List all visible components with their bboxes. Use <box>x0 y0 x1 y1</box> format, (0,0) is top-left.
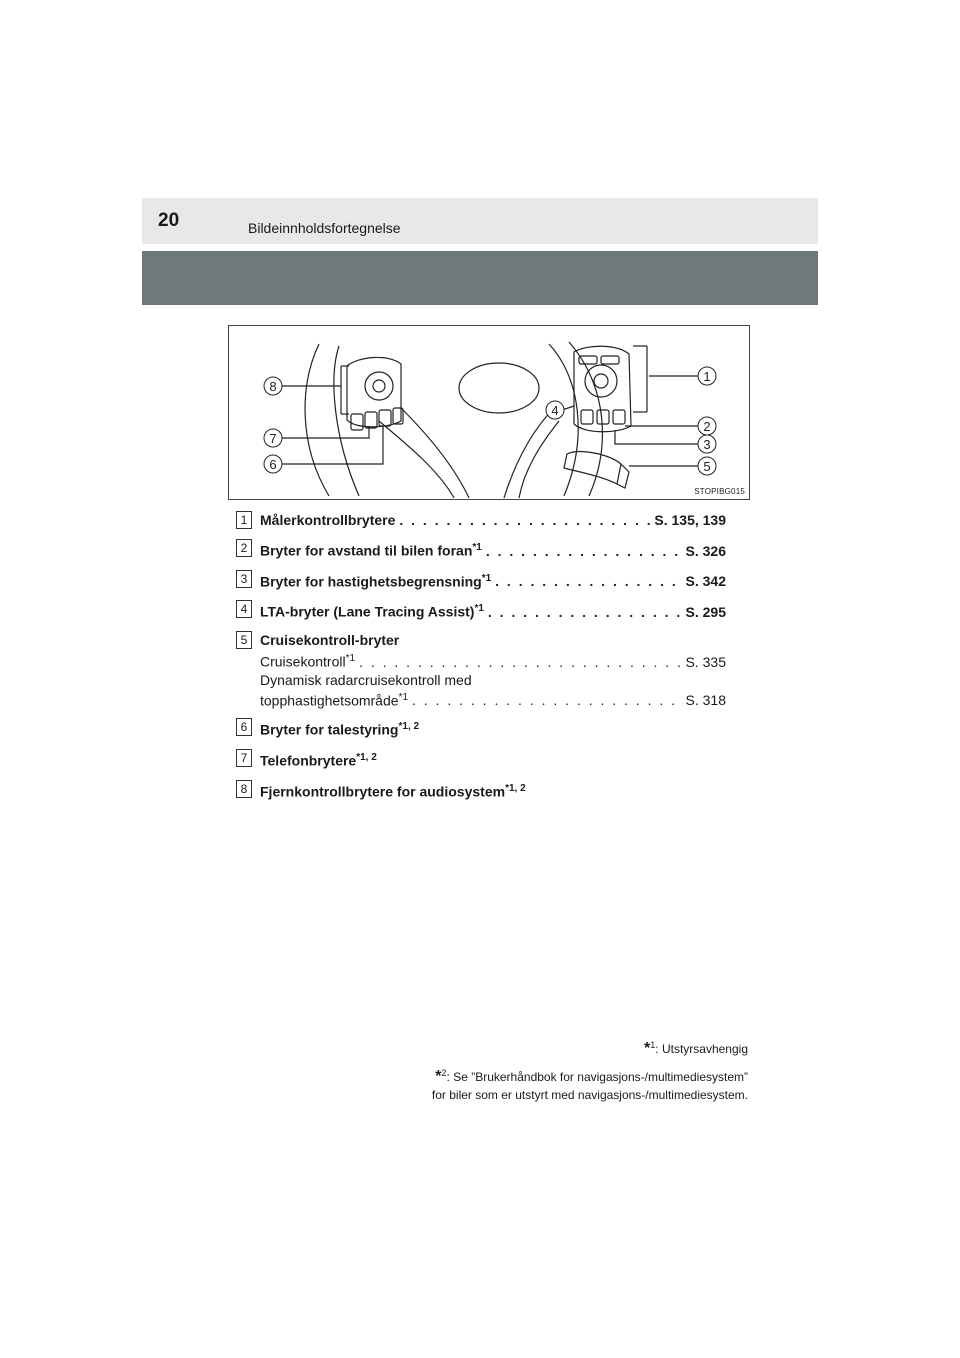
footnote-mark: *1, 2 <box>505 782 526 794</box>
item-label: LTA-bryter (Lane Tracing Assist) <box>260 603 475 620</box>
list-item <box>236 748 726 771</box>
title-band <box>142 251 818 305</box>
footnotes <box>432 1036 748 1104</box>
item-label: Målerkontrollbrytere <box>260 512 396 528</box>
callout-1: 1 <box>703 369 711 384</box>
callout-7: 7 <box>269 431 277 446</box>
item-number-badge: 2 <box>236 539 252 557</box>
item-label: Bryter for hastighetsbegrensning <box>260 573 482 590</box>
callout-3: 3 <box>703 437 711 452</box>
callout-2: 2 <box>703 419 711 434</box>
dot-leader <box>486 541 682 561</box>
item-label: Cruisekontroll-bryter <box>260 631 400 648</box>
dot-leader <box>399 510 650 530</box>
item-number-badge: 5 <box>236 631 252 649</box>
footnote-mark: *1, 2 <box>398 721 420 733</box>
page-reference-link[interactable]: S. 326 <box>685 542 726 559</box>
dot-leader <box>495 571 681 591</box>
item-number-badge: 8 <box>236 780 252 798</box>
callout-8: 8 <box>269 379 277 394</box>
footnote-2-continued: for biler som er utstyrt med navigasjons-/multimediesystem. <box>431 1088 748 1102</box>
item-number-badge: 1 <box>236 511 252 529</box>
page-reference-link[interactable]: S. 295 <box>685 603 726 620</box>
list-item <box>236 717 726 740</box>
page-number: 20 <box>158 210 180 231</box>
item-label: Bryter for avstand til bilen foran <box>260 542 473 559</box>
list-item <box>236 779 726 802</box>
sub-item-label: Cruisekontroll <box>260 653 346 670</box>
sub-item-label: topphastighetsområde <box>260 692 399 709</box>
item-label: Telefonbrytere <box>260 752 357 769</box>
page-reference-link[interactable]: S. 135, 139 <box>654 512 726 528</box>
steering-wheel-figure <box>228 325 750 500</box>
steering-wheel-illustration <box>229 326 749 499</box>
footnote-1: *$^1$: Utstyrsavhengig <box>644 1040 748 1057</box>
list-item <box>236 599 726 622</box>
item-list <box>236 510 726 809</box>
callout-6: 6 <box>269 457 277 472</box>
item-number-badge: 3 <box>236 570 252 588</box>
list-item <box>236 569 726 592</box>
footnote-2: *$^2$: Se ”Brukerhåndbok for navigasjons-/multimediesystem” <box>435 1068 748 1085</box>
page-header <box>142 198 818 244</box>
footnote-mark: *1 <box>345 652 356 664</box>
footnote-mark: *1 <box>472 542 482 553</box>
dot-leader <box>412 691 682 709</box>
item-number-badge: 4 <box>236 600 252 618</box>
footnote-mark: *1 <box>481 572 492 584</box>
dot-leader <box>359 653 681 671</box>
item-number-badge: 7 <box>236 749 252 767</box>
figure-code: STOPIBG015 <box>694 487 745 496</box>
item-label: Bryter for talestyring <box>260 721 399 738</box>
dot-leader <box>488 602 682 622</box>
list-item <box>236 538 726 561</box>
page-reference-link[interactable]: S. 342 <box>685 573 726 590</box>
item-label: Fjernkontrollbrytere for audiosystem <box>260 783 506 800</box>
callout-5: 5 <box>703 459 711 474</box>
footnote-mark: *1 <box>474 603 484 615</box>
page-reference-link[interactable]: S. 318 <box>685 692 726 709</box>
list-item <box>236 630 726 709</box>
footnote-mark: *1, 2 <box>356 751 377 763</box>
section-title: Bildeinnholdsfortegnelse <box>248 220 401 236</box>
footnote-mark: *1 <box>398 691 408 703</box>
callout-4: 4 <box>551 403 559 418</box>
page-reference-link[interactable]: S. 335 <box>685 653 726 670</box>
list-item <box>236 510 726 530</box>
item-number-badge: 6 <box>236 718 252 736</box>
sub-item-label: Dynamisk radarcruisekontroll med <box>260 671 472 688</box>
